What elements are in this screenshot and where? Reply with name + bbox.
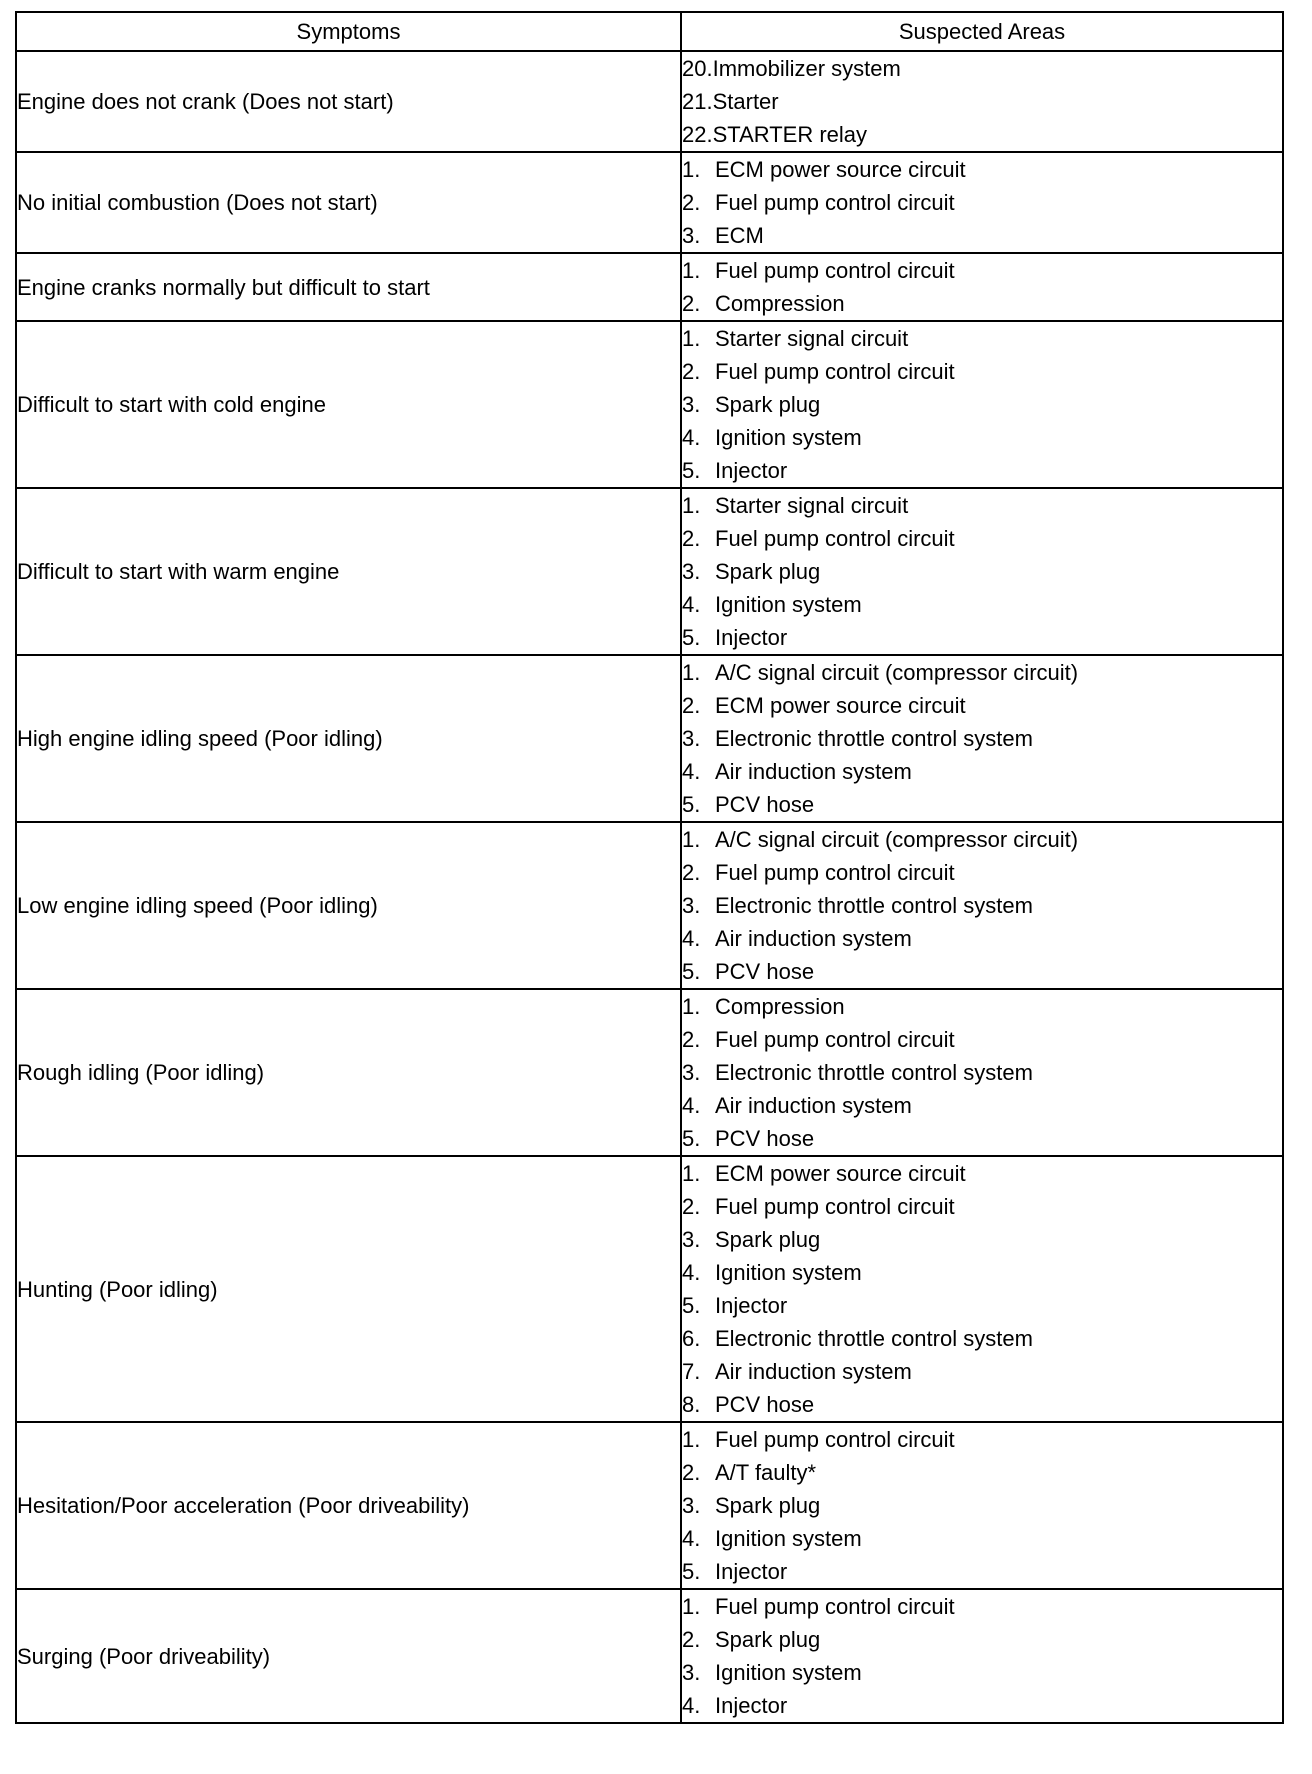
list-text: Ignition system (715, 1260, 862, 1285)
suspected-area-item (682, 689, 1282, 722)
suspected-area-item (682, 1256, 1282, 1289)
suspected-areas-cell (681, 1156, 1283, 1422)
list-text: Injector (715, 1293, 788, 1318)
list-number: 2. (682, 860, 701, 885)
list-number: 1. (682, 258, 701, 283)
list-number: 3. (682, 1227, 701, 1252)
suspected-area-item (682, 1190, 1282, 1223)
suspected-area-item (682, 489, 1282, 522)
list-text: Electronic throttle control system (715, 1060, 1033, 1085)
suspected-area-item (682, 287, 1282, 320)
suspected-area-item (682, 1223, 1282, 1256)
list-text: Fuel pump control circuit (715, 1027, 955, 1052)
list-text: Spark plug (715, 559, 821, 584)
list-number: 22. (682, 122, 713, 147)
table-body (16, 51, 1283, 1723)
list-number: 1. (682, 1594, 701, 1619)
list-text: Injector (715, 1559, 788, 1584)
list-text: Compression (715, 291, 845, 316)
list-number: 6. (682, 1326, 701, 1351)
list-number: 3. (682, 1060, 701, 1085)
suspected-area-item (682, 656, 1282, 689)
list-text: Air induction system (715, 759, 912, 784)
suspected-area-item (682, 922, 1282, 955)
suspected-area-item (682, 153, 1282, 186)
list-text: Fuel pump control circuit (715, 258, 955, 283)
symptom-table (15, 11, 1284, 1724)
list-number: 5. (682, 625, 701, 650)
list-number: 3. (682, 392, 701, 417)
list-number: 1. (682, 827, 701, 852)
list-number: 3. (682, 1660, 701, 1685)
suspected-area-item (682, 1689, 1282, 1722)
list-number: 2. (682, 291, 701, 316)
list-text: Ignition system (715, 1660, 862, 1685)
list-number: 2. (682, 359, 701, 384)
suspected-area-item (682, 1423, 1282, 1456)
list-text: Compression (715, 994, 845, 1019)
list-number: 7. (682, 1359, 701, 1384)
table-header-row (16, 12, 1283, 51)
list-number: 1. (682, 994, 701, 1019)
symptom-cell: Low engine idling speed (Poor idling) (16, 822, 681, 989)
list-number: 1. (682, 157, 701, 182)
list-text: ECM power source circuit (715, 693, 966, 718)
list-number: 1. (682, 326, 701, 351)
list-number: 4. (682, 1093, 701, 1118)
list-text: Starter signal circuit (715, 326, 909, 351)
list-number: 4. (682, 926, 701, 951)
suspected-area-item (682, 118, 1282, 151)
list-number: 5. (682, 1559, 701, 1584)
list-text: Air induction system (715, 926, 912, 951)
suspected-area-item (682, 322, 1282, 355)
list-number: 21. (682, 89, 713, 114)
suspected-areas-cell (681, 655, 1283, 822)
suspected-area-item (682, 788, 1282, 821)
list-number: 4. (682, 1526, 701, 1551)
list-text: A/C signal circuit (compressor circuit) (715, 827, 1079, 852)
list-text: Starter (712, 89, 779, 114)
header-suspected-areas: Suspected Areas (681, 12, 1283, 51)
symptom-cell: Engine cranks normally but difficult to start (16, 253, 681, 321)
suspected-area-item (682, 1322, 1282, 1355)
suspected-area-item (682, 454, 1282, 487)
symptom-cell: Difficult to start with cold engine (16, 321, 681, 488)
list-text: Ignition system (715, 425, 862, 450)
table-row (16, 1589, 1283, 1723)
list-text: STARTER relay (712, 122, 868, 147)
suspected-area-item (682, 1289, 1282, 1322)
list-number: 5. (682, 959, 701, 984)
suspected-area-item (682, 1157, 1282, 1190)
list-number: 2. (682, 190, 701, 215)
list-number: 5. (682, 792, 701, 817)
suspected-area-item (682, 1489, 1282, 1522)
list-text: Injector (715, 458, 788, 483)
symptom-cell: Engine does not crank (Does not start) (16, 51, 681, 152)
list-text: Spark plug (715, 1627, 821, 1652)
table-row (16, 655, 1283, 822)
suspected-area-item (682, 1623, 1282, 1656)
list-number: 3. (682, 223, 701, 248)
list-number: 3. (682, 1493, 701, 1518)
suspected-area-item (682, 722, 1282, 755)
list-number: 1. (682, 1161, 701, 1186)
suspected-area-item (682, 52, 1282, 85)
list-text: Starter signal circuit (715, 493, 909, 518)
list-number: 4. (682, 759, 701, 784)
suspected-area-item (682, 355, 1282, 388)
table-row (16, 488, 1283, 655)
list-text: Immobilizer system (712, 56, 901, 81)
list-number: 3. (682, 559, 701, 584)
list-number: 2. (682, 1627, 701, 1652)
list-text: Fuel pump control circuit (715, 1594, 955, 1619)
list-number: 4. (682, 1693, 701, 1718)
suspected-area-item (682, 1056, 1282, 1089)
suspected-area-item (682, 856, 1282, 889)
suspected-area-item (682, 1555, 1282, 1588)
list-text: Air induction system (715, 1359, 912, 1384)
suspected-area-item (682, 1023, 1282, 1056)
list-text: ECM (715, 223, 764, 248)
suspected-area-item (682, 1122, 1282, 1155)
list-text: Ignition system (715, 1526, 862, 1551)
list-text: Spark plug (715, 392, 821, 417)
list-number: 3. (682, 893, 701, 918)
list-text: PCV hose (715, 959, 815, 984)
list-number: 2. (682, 1194, 701, 1219)
suspected-area-item (682, 1456, 1282, 1489)
suspected-areas-cell (681, 488, 1283, 655)
suspected-area-item (682, 1522, 1282, 1555)
list-text: Fuel pump control circuit (715, 860, 955, 885)
table-row (16, 822, 1283, 989)
suspected-area-item (682, 1089, 1282, 1122)
suspected-area-item (682, 889, 1282, 922)
suspected-area-item (682, 823, 1282, 856)
suspected-area-item (682, 186, 1282, 219)
table-row (16, 989, 1283, 1156)
list-text: ECM power source circuit (715, 157, 966, 182)
list-number: 4. (682, 1260, 701, 1285)
list-text: Fuel pump control circuit (715, 190, 955, 215)
list-text: Spark plug (715, 1227, 821, 1252)
list-text: Fuel pump control circuit (715, 359, 955, 384)
suspected-area-item (682, 1656, 1282, 1689)
suspected-area-item (682, 85, 1282, 118)
list-number: 2. (682, 693, 701, 718)
suspected-area-item (682, 421, 1282, 454)
table-row (16, 152, 1283, 253)
symptom-cell: No initial combustion (Does not start) (16, 152, 681, 253)
suspected-areas-cell (681, 989, 1283, 1156)
list-number: 2. (682, 526, 701, 551)
list-number: 5. (682, 1126, 701, 1151)
list-number: 5. (682, 458, 701, 483)
symptom-cell: Hunting (Poor idling) (16, 1156, 681, 1422)
list-text: Fuel pump control circuit (715, 526, 955, 551)
symptom-cell: Surging (Poor driveability) (16, 1589, 681, 1723)
symptom-cell: Rough idling (Poor idling) (16, 989, 681, 1156)
header-symptoms: Symptoms (16, 12, 681, 51)
table-row (16, 51, 1283, 152)
list-text: Spark plug (715, 1493, 821, 1518)
symptom-cell: High engine idling speed (Poor idling) (16, 655, 681, 822)
suspected-area-item (682, 1355, 1282, 1388)
suspected-area-item (682, 1388, 1282, 1421)
suspected-area-item (682, 755, 1282, 788)
list-text: Electronic throttle control system (715, 726, 1033, 751)
symptom-cell: Hesitation/Poor acceleration (Poor driveability) (16, 1422, 681, 1589)
suspected-areas-cell (681, 253, 1283, 321)
list-text: PCV hose (715, 1392, 815, 1417)
list-number: 3. (682, 726, 701, 751)
suspected-area-item (682, 955, 1282, 988)
list-number: 5. (682, 1293, 701, 1318)
list-text: PCV hose (715, 792, 815, 817)
table-row (16, 321, 1283, 488)
symptom-cell: Difficult to start with warm engine (16, 488, 681, 655)
suspected-area-item (682, 588, 1282, 621)
list-number: 4. (682, 592, 701, 617)
list-number: 2. (682, 1460, 701, 1485)
list-text: Electronic throttle control system (715, 1326, 1033, 1351)
suspected-areas-cell (681, 1589, 1283, 1723)
list-text: Fuel pump control circuit (715, 1194, 955, 1219)
list-number: 20. (682, 56, 713, 81)
suspected-area-item (682, 254, 1282, 287)
list-text: A/C signal circuit (compressor circuit) (715, 660, 1079, 685)
list-number: 8. (682, 1392, 701, 1417)
suspected-areas-cell (681, 822, 1283, 989)
suspected-area-item (682, 388, 1282, 421)
list-number: 4. (682, 425, 701, 450)
table-row (16, 1422, 1283, 1589)
table-row (16, 1156, 1283, 1422)
suspected-area-item (682, 621, 1282, 654)
suspected-areas-cell (681, 152, 1283, 253)
list-number: 1. (682, 1427, 701, 1452)
list-text: Ignition system (715, 592, 862, 617)
list-number: 1. (682, 660, 701, 685)
suspected-area-item (682, 990, 1282, 1023)
suspected-area-item (682, 1590, 1282, 1623)
list-text: Injector (715, 625, 788, 650)
suspected-area-item (682, 522, 1282, 555)
list-text: Injector (715, 1693, 788, 1718)
list-text: Fuel pump control circuit (715, 1427, 955, 1452)
list-number: 2. (682, 1027, 701, 1052)
suspected-area-item (682, 219, 1282, 252)
list-text: ECM power source circuit (715, 1161, 966, 1186)
suspected-areas-cell (681, 51, 1283, 152)
list-text: PCV hose (715, 1126, 815, 1151)
suspected-areas-cell (681, 1422, 1283, 1589)
table-row (16, 253, 1283, 321)
list-text: A/T faulty* (715, 1460, 817, 1485)
list-number: 1. (682, 493, 701, 518)
suspected-area-item (682, 555, 1282, 588)
list-text: Electronic throttle control system (715, 893, 1033, 918)
list-text: Air induction system (715, 1093, 912, 1118)
suspected-areas-cell (681, 321, 1283, 488)
